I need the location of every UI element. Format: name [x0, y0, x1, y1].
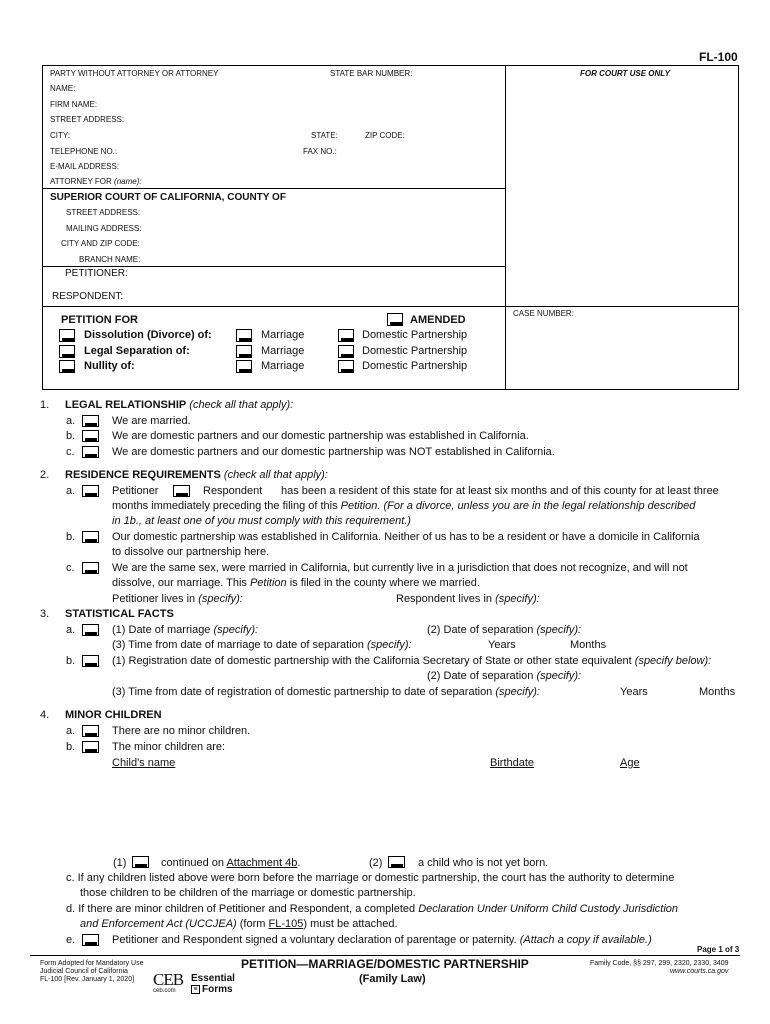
- s2-c-line2: [112, 577, 480, 589]
- attorney-for-name: (name):: [114, 177, 142, 186]
- court-street-label: STREET ADDRESS:: [66, 208, 141, 217]
- legal-separation-dp-label: Domestic Partnership: [362, 345, 468, 357]
- attorney-section-rule: [42, 188, 506, 189]
- essential-forms-logo: [191, 973, 235, 995]
- children-col-birthdate: Birthdate: [490, 757, 535, 769]
- respondent-label: RESPONDENT:: [52, 291, 124, 302]
- s2-heading: [65, 469, 328, 481]
- s3-a1: [112, 624, 258, 636]
- essential-logo-text: Essential: [191, 973, 235, 984]
- s1-b-text: We are domestic partners and our domestic partnership was established in California.: [112, 430, 529, 442]
- s2-b-text2: to dissolve our partnership here.: [112, 546, 270, 558]
- s3-b-checkbox[interactable]: [82, 655, 99, 667]
- s2-title: RESIDENCE REQUIREMENTS: [65, 469, 221, 481]
- s3-a-years: Years: [488, 639, 516, 651]
- forms-logo-text: Forms: [202, 984, 233, 995]
- s1-c-checkbox[interactable]: [82, 446, 99, 458]
- footer-rule: [30, 955, 740, 956]
- fax-label: FAX NO.:: [303, 147, 337, 156]
- s3-b-months: Months: [699, 686, 736, 698]
- s3-b3: [112, 686, 540, 698]
- s4-e-text: Petitioner and Respondent signed a voluntary declaration of parentage or paternity.: [112, 934, 517, 946]
- children-col-name: Child's name: [112, 757, 176, 769]
- footer-website[interactable]: www.courts.ca.gov: [670, 968, 729, 975]
- s4-d-text2b: (form: [236, 918, 269, 930]
- children-col-age: Age: [620, 757, 640, 769]
- firm-label: FIRM NAME:: [50, 100, 98, 109]
- state-label: STATE:: [311, 131, 338, 140]
- s3-a3-label: (3) Time from date of marriage to date of separation: [112, 639, 364, 651]
- page-number: Page 1 of 3: [697, 945, 740, 954]
- court-section-rule: [42, 266, 506, 267]
- footer-adopted: Form Adopted for Mandatory Use: [40, 960, 144, 967]
- s1-a-text: We are married.: [112, 415, 191, 427]
- s4-e-letter: e.: [66, 934, 76, 946]
- s3-b1-hint: (specify below):: [634, 655, 712, 667]
- s3-b2-specify: (specify):: [536, 670, 582, 682]
- s3-b2: [427, 670, 581, 682]
- dissolution-marriage-label: Marriage: [261, 329, 305, 341]
- s2-a-line2: [112, 500, 695, 512]
- court-branch-label: BRANCH NAME:: [79, 255, 141, 264]
- s2-a-text2b: Petition. (For a divorce, unless you are in the legal relationship described: [340, 500, 696, 512]
- footer-form-subtitle: (Family Law): [359, 973, 426, 985]
- s4-e-checkbox[interactable]: [82, 934, 99, 946]
- party-label: PARTY WITHOUT ATTORNEY OR ATTORNEY: [50, 69, 219, 78]
- amended-label: AMENDED: [410, 314, 466, 326]
- s2-c-letter: c.: [66, 562, 75, 574]
- city-label: CITY:: [50, 131, 71, 140]
- s2-a-text1: has been a resident of this state for at least six months and of this county for at least three: [281, 485, 719, 497]
- s4-unborn-checkbox[interactable]: [388, 856, 405, 868]
- footer-council: Judicial Council of California: [40, 968, 128, 975]
- s2-c-text2a: dissolve, our marriage. This: [112, 577, 250, 589]
- forms-logo-row: [191, 984, 235, 995]
- header-bottom-rule: [42, 389, 739, 390]
- s4-fl105-link[interactable]: FL-105: [268, 918, 304, 930]
- state-bar-label: STATE BAR NUMBER:: [330, 69, 413, 78]
- court-mailing-label: MAILING ADDRESS:: [66, 224, 142, 233]
- legal-separation-dp-checkbox[interactable]: [338, 345, 354, 358]
- s1-c-letter: c.: [66, 446, 75, 458]
- zip-label: ZIP CODE:: [365, 131, 405, 140]
- s4-b-letter: b.: [66, 741, 76, 753]
- s3-number: 3.: [40, 608, 50, 620]
- header-top-rule: [42, 65, 739, 66]
- s4-d-text2d: ) must be attached.: [303, 918, 398, 930]
- s4-title: MINOR CHILDREN: [65, 709, 162, 721]
- s3-a3-specify: (specify):: [366, 639, 412, 651]
- dissolution-label: Dissolution (Divorce) of:: [84, 329, 212, 341]
- ceb-logo-mark: CEB: [153, 970, 184, 989]
- s2-a-text2a: months immediately preceding the filing of this: [112, 500, 341, 512]
- s3-a3: [112, 639, 412, 651]
- case-number-label: CASE NUMBER:: [513, 309, 574, 318]
- email-label: E-MAIL ADDRESS:: [50, 162, 120, 171]
- s3-b-letter: b.: [66, 655, 76, 667]
- footer-form-title: PETITION—MARRIAGE/DOMESTIC PARTNERSHIP: [241, 957, 529, 971]
- s4-c-text2: those children to be children of the marriage or domestic partnership.: [80, 887, 416, 899]
- s1-a-checkbox[interactable]: [82, 415, 99, 427]
- s2-respondent-lives-specify: (specify):: [495, 593, 540, 605]
- s4-number: 4.: [40, 709, 50, 721]
- s2-a-letter: a.: [66, 485, 76, 497]
- s1-title: LEGAL RELATIONSHIP: [65, 399, 187, 411]
- s4-a-text: There are no minor children.: [112, 725, 251, 737]
- s4-attachment-link[interactable]: Attachment 4b: [226, 857, 298, 869]
- dissolution-checkbox[interactable]: [59, 329, 75, 342]
- footer-codes: Family Code, §§ 297, 299, 2320, 2330, 3409: [590, 960, 729, 967]
- s2-c-text2b: Petition: [249, 577, 287, 589]
- petition-for-title: PETITION FOR: [61, 314, 138, 326]
- s3-b1: [112, 655, 711, 667]
- s3-b-years: Years: [620, 686, 648, 698]
- s4-c-text1: c. If any children listed above were born before the marriage or domestic partnership, the court has the authority to determine: [66, 872, 675, 884]
- dissolution-marriage-checkbox[interactable]: [236, 329, 252, 342]
- s3-b2-label: (2) Date of separation: [427, 670, 534, 682]
- s3-b1-label: (1) Registration date of domestic partnership with the California Secretary of State or other state equivalent: [112, 655, 632, 667]
- s4-b-text: The minor children are:: [112, 741, 226, 753]
- s2-b-checkbox[interactable]: [82, 531, 99, 543]
- legal-separation-marriage-label: Marriage: [261, 345, 305, 357]
- s2-b-letter: b.: [66, 531, 76, 543]
- s4-continued-checkbox[interactable]: [132, 856, 149, 868]
- s4-b-checkbox[interactable]: [82, 741, 99, 753]
- s1-a-letter: a.: [66, 415, 76, 427]
- nullity-dp-label: Domestic Partnership: [362, 360, 468, 372]
- s3-a-checkbox[interactable]: [82, 624, 99, 636]
- s4-cont1-number: (1): [113, 857, 127, 869]
- s2-respondent-lives-label: Respondent lives in: [396, 593, 493, 605]
- s2-c-checkbox[interactable]: [82, 562, 99, 574]
- legal-separation-checkbox[interactable]: [59, 345, 75, 358]
- form-id: FL-100: [699, 50, 738, 64]
- s1-c-text: We are domestic partners and our domestic partnership was NOT established in California.: [112, 446, 555, 458]
- dissolution-dp-checkbox[interactable]: [338, 329, 354, 342]
- s3-b3-specify: (specify):: [495, 686, 540, 698]
- s3-a1-label: (1) Date of marriage: [112, 624, 211, 636]
- attorney-for-row: [50, 177, 142, 186]
- legal-separation-label: Legal Separation of:: [84, 345, 190, 357]
- s2-petitioner-lives: [112, 593, 243, 605]
- ceb-logo-site: ceb.com: [153, 988, 176, 994]
- s3-a2-label: (2) Date of separation: [427, 624, 534, 636]
- s2-a-checkbox[interactable]: [82, 485, 99, 497]
- s2-petitioner-lives-specify: (specify):: [198, 593, 243, 605]
- dissolution-dp-label: Domestic Partnership: [362, 329, 468, 341]
- street-label: STREET ADDRESS:: [50, 115, 125, 124]
- s4-d-line1: [66, 903, 678, 915]
- forms-logo-icon: ≡: [191, 985, 200, 994]
- s1-b-checkbox[interactable]: [82, 430, 99, 442]
- s4-a-letter: a.: [66, 725, 76, 737]
- nullity-checkbox[interactable]: [59, 360, 75, 373]
- ceb-logo: [153, 972, 183, 995]
- s4-d-line2: [80, 918, 398, 930]
- header-left-rule: [42, 65, 43, 390]
- amended-checkbox[interactable]: [387, 313, 403, 326]
- nullity-marriage-label: Marriage: [261, 360, 305, 372]
- s2-petitioner-lives-label: Petitioner lives in: [112, 593, 196, 605]
- s4-continued: continued on Attachment 4b.: [161, 857, 301, 869]
- s1-hint: (check all that apply):: [189, 399, 294, 411]
- petitioner-label: PETITIONER:: [65, 268, 128, 279]
- nullity-marriage-checkbox[interactable]: [236, 360, 252, 373]
- s1-b-letter: b.: [66, 430, 76, 442]
- s4-d-text1a: d. If there are minor children of Petitioner and Respondent, a completed: [66, 903, 419, 915]
- s4-d-text2a: and Enforcement Act (UCCJEA): [80, 918, 237, 930]
- court-title: SUPERIOR COURT OF CALIFORNIA, COUNTY OF: [50, 192, 286, 203]
- footer-adoption: [40, 960, 144, 984]
- court-city-zip-label: CITY AND ZIP CODE:: [61, 239, 140, 248]
- legal-separation-marriage-checkbox[interactable]: [236, 345, 252, 358]
- telephone-label: TELEPHONE NO.:: [50, 147, 118, 156]
- header-right-rule: [738, 65, 739, 390]
- s4-cont2-number: (2): [369, 857, 383, 869]
- court-use-divider: [505, 65, 506, 390]
- name-label: NAME:: [50, 84, 76, 93]
- footer-rev: FL-100 [Rev. January 1, 2020]: [40, 976, 135, 983]
- attorney-for-label: ATTORNEY FOR: [50, 177, 112, 186]
- s1-number: 1.: [40, 399, 50, 411]
- s3-b3-label: (3) Time from date of registration of domestic partnership to date of separation: [112, 686, 493, 698]
- s2-a-petitioner: Petitioner: [112, 485, 159, 497]
- s4-a-checkbox[interactable]: [82, 725, 99, 737]
- s4-e-line: [112, 934, 652, 946]
- s2-c-text2c: is filed in the county where we married.: [286, 577, 480, 589]
- s2-hint: (check all that apply):: [223, 469, 328, 481]
- s4-d-text1b: Declaration Under Uniform Child Custody Jurisdiction: [418, 903, 679, 915]
- s2-b-text1: Our domestic partnership was established in California. Neither of us has to be a resident or have a domicile in California: [112, 531, 700, 543]
- s2-a-respondent-checkbox[interactable]: [173, 485, 190, 497]
- s2-a-text3: in 1b., at least one of you must comply with this requirement.): [112, 515, 411, 527]
- s4-unborn-text: a child who is not yet born.: [418, 857, 549, 869]
- s2-respondent-lives: [396, 593, 540, 605]
- s3-a2: [427, 624, 581, 636]
- court-use-label: FOR COURT USE ONLY: [580, 69, 670, 78]
- s3-a2-specify: (specify):: [536, 624, 582, 636]
- parties-section-rule: [42, 306, 739, 307]
- s3-a-months: Months: [570, 639, 607, 651]
- s3-a-letter: a.: [66, 624, 76, 636]
- nullity-label: Nullity of:: [84, 360, 135, 372]
- s4-continued-label: continued on: [161, 857, 224, 869]
- s1-heading: [65, 399, 293, 411]
- s2-c-text1: We are the same sex, were married in California, but currently live in a jurisdiction that does not recognize, and will not: [112, 562, 688, 574]
- nullity-dp-checkbox[interactable]: [338, 360, 354, 373]
- s3-a1-specify: (specify):: [213, 624, 259, 636]
- s2-a-respondent: Respondent: [203, 485, 263, 497]
- s2-number: 2.: [40, 469, 50, 481]
- s3-title: STATISTICAL FACTS: [65, 608, 174, 620]
- s4-e-hint: (Attach a copy if available.): [519, 934, 652, 946]
